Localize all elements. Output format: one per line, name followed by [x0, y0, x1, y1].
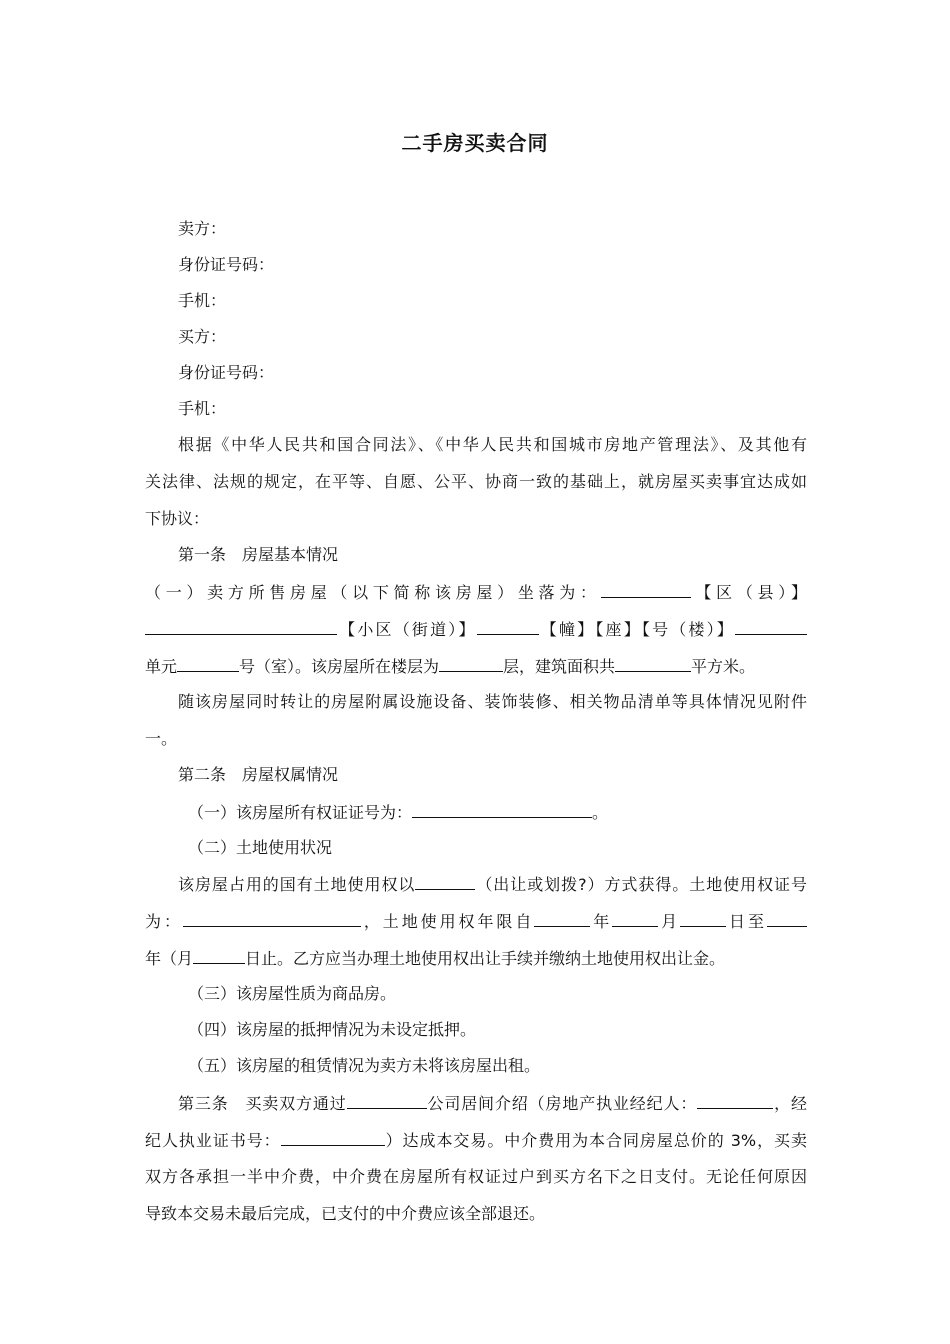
article2-item3: （三）该房屋性质为商品房。 [188, 984, 397, 1003]
article3-jing: ，经 [773, 1094, 807, 1113]
land-cert-label: 为： [145, 912, 183, 931]
unit-label: 单元 [145, 657, 178, 676]
article1-attachment-line1: 随该房屋同时转让的房屋附属设施设备、装饰装修、相关物品清单等具体情况见附件 [178, 692, 807, 711]
blank-certificate-number [412, 802, 592, 818]
fee-text: ）达成本交易。中介费用为本合同房屋总价的 3%，买卖 [384, 1131, 807, 1150]
article3-line3: 双方各承担一半中介费，中介费在房屋所有权证过户到买方名下之日支付。无论任何原因 [145, 1167, 807, 1186]
district-label: 【区（县）】 [690, 583, 807, 602]
license-label: 纪人执业证书号： [145, 1131, 281, 1150]
article2-item2: （二）土地使用状况 [188, 838, 333, 857]
end-year-label: 年（月 [145, 949, 194, 968]
intro-line-1: 根据《中华人民共和国合同法》、《中华人民共和国城市房地产管理法》、及其他有 [178, 435, 807, 454]
blank-agency [347, 1093, 427, 1109]
blank-start-month [612, 911, 658, 927]
article1-item1-line1 [145, 582, 807, 603]
seller-phone-label: 手机： [178, 291, 227, 310]
year-label: 年 [590, 912, 613, 931]
article2-item5: （五）该房屋的租赁情况为卖方未将该房屋出租。 [188, 1056, 541, 1075]
intro-line-3: 下协议： [145, 509, 210, 528]
blank-district [145, 619, 337, 635]
article1-attachment-line2: 一。 [145, 729, 178, 748]
blank-floor [439, 656, 503, 672]
land-line-3 [145, 948, 807, 969]
blank-location [601, 582, 691, 598]
article3-line2 [145, 1130, 807, 1151]
article3-line1 [178, 1093, 807, 1114]
area-unit-label: 平方米。 [691, 657, 756, 676]
article2-item4: （四）该房屋的抵押情况为未设定抵押。 [188, 1020, 477, 1039]
article3-intro: 第三条 买卖双方通过 [178, 1094, 347, 1113]
agent-label: 公司居间介绍（房地产执业经纪人： [426, 1094, 698, 1113]
blank-area [615, 656, 691, 672]
day-to-label: 日至 [726, 912, 767, 931]
blank-license-number [281, 1130, 385, 1146]
certificate-label: （一）该房屋所有权证证号为： [188, 803, 413, 822]
article1-heading: 第一条 房屋基本情况 [178, 545, 339, 564]
month-label: 月 [658, 912, 681, 931]
blank-end-year [767, 911, 807, 927]
seller-id-label: 身份证号码： [178, 255, 275, 274]
floor-label: 层，建筑面积共 [503, 657, 616, 676]
intro-line-2: 关法律、法规的规定，在平等、自愿、公平、协商一致的基础上，就房屋买卖事宜达成如 [145, 472, 807, 491]
blank-unit [177, 656, 239, 672]
land-method-label: （出让或划拨?）方式获得。土地使用权证号 [475, 875, 807, 894]
blank-end-day [193, 948, 245, 964]
blank-land-method [415, 874, 475, 890]
article2-heading: 第二条 房屋权属情况 [178, 765, 339, 784]
seller-label: 卖方： [178, 219, 227, 238]
land-term-label: ，土地使用权年限自 [360, 912, 535, 931]
community-label: 【小区（街道）】 [337, 620, 477, 639]
land-use-label: 该房屋占用的国有土地使用权以 [178, 875, 416, 894]
land-line-2 [145, 911, 807, 932]
blank-building [735, 619, 807, 635]
article2-item1 [188, 802, 807, 823]
room-label: 号（室）。该房屋所在楼层为 [239, 657, 440, 676]
buyer-id-label: 身份证号码： [178, 363, 275, 382]
location-label: （一）卖方所售房屋（以下简称该房屋）坐落为： [145, 583, 601, 602]
land-line-1 [178, 874, 807, 895]
blank-start-day [680, 911, 726, 927]
blank-start-year [534, 911, 590, 927]
building-label: 【幢】【座】【号（楼）】 [538, 620, 735, 639]
blank-community [477, 619, 539, 635]
blank-agent-name [697, 1093, 773, 1109]
blank-land-cert [183, 911, 361, 927]
article1-item1-line2 [145, 619, 807, 640]
certificate-end: 。 [592, 803, 609, 822]
article3-line4: 导致本交易未最后完成，已支付的中介费应该全部退还。 [145, 1204, 546, 1223]
land-end-label: 日止。乙方应当办理土地使用权出让手续并缴纳土地使用权出让金。 [245, 949, 726, 968]
document-title: 二手房买卖合同 [401, 131, 549, 155]
article1-item1-line3 [145, 656, 807, 677]
buyer-phone-label: 手机： [178, 399, 227, 418]
buyer-label: 买方： [178, 327, 227, 346]
